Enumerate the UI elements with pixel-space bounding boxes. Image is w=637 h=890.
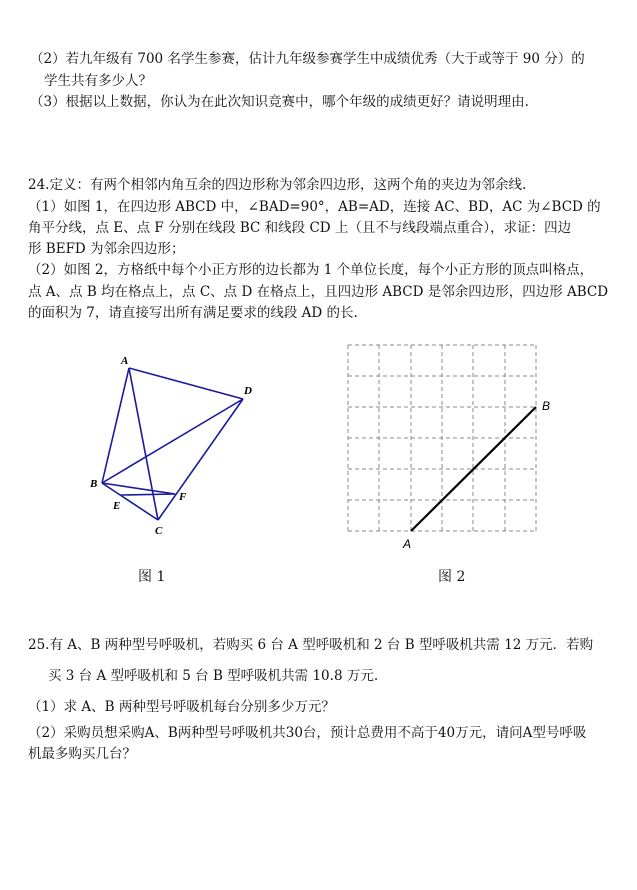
label-E: E [113,500,121,512]
label-D: D [244,385,252,397]
segment-DC [158,399,243,520]
q25-line1: 25.有 A、B 两种型号呼吸机，若购买 6 台 A 型呼吸机和 2 台 B 型呼吸机共需 12 万元．若购 [28,637,594,653]
segment-BA [102,368,129,483]
q24-part2-line1: （2）如图 2，方格纸中每个小正方形的边长都为 1 个单位长度，每个小正方形的顶点叫格点， [28,262,594,278]
q25-part2-line2: 机最多购买几台？ [28,746,136,762]
grid-label-B: B [542,399,551,413]
segment-CB [102,483,158,520]
grid-label-A: A [403,537,412,551]
figure-2-caption: 图 2 [438,569,466,585]
figure-2-grid [335,335,595,560]
q23-part2-line1: （2）若九年级有 700 名学生参赛，估计九年级参赛学生中成绩优秀（大于或等于 90 分）的 [30,51,585,67]
segment-BF [102,483,175,494]
label-A: A [121,355,129,367]
q25-part1: （1）求 A、B 两种型号呼吸机每台分别多少万元？ [28,699,335,715]
segment-AD [129,368,243,399]
label-C: C [155,525,163,537]
q23-part2-line2: 学生共有多少人？ [44,73,152,89]
segment-AC [129,368,158,520]
q24-part2-line3: 的面积为 7，请直接写出所有满足要求的线段 AD 的长. [28,305,358,321]
label-B: B [90,478,98,490]
segment-BD [102,399,243,483]
q24-definition: 24.定义：有两个相邻内角互余的四边形称为邻余四边形，这两个角的夹边为邻余线. [28,177,527,193]
segment-EF [121,494,175,495]
q24-part1-line3: 形 BEFD 为邻余四边形； [28,241,185,257]
q23-part3: （3）根据以上数据，你认为在此次知识竞赛中，哪个年级的成绩更好？请说明理由. [30,94,529,110]
q24-part1-line1: （1）如图 1，在四边形 ABCD 中，∠BAD=90°，AB=AD，连接 AC、BD，AC 为∠BCD 的 [28,199,601,215]
label-F: F [179,491,187,503]
q24-part1-line2: 角平分线，点 E、点 F 分别在线段 BC 和线段 CD 上（且不与线段端点重合），求证：四边 [28,220,572,236]
q25-part2-line1: （2）采购员想采购A、B两种型号呼吸机共30台，预计总费用不高于40万元，请问A型号呼吸 [28,725,587,741]
q24-part2-line2: 点 A、点 B 均在格点上，点 C、点 D 在格点上，且四边形 ABCD 是邻余四边形，四边形 ABCD [28,284,609,300]
grid-lines [348,345,536,531]
figure-1-quadrilateral [75,350,275,550]
figure-1-caption: 图 1 [138,569,166,585]
q25-line2: 买 3 台 A 型呼吸机和 5 台 B 型呼吸机共需 10.8 万元. [48,668,379,684]
